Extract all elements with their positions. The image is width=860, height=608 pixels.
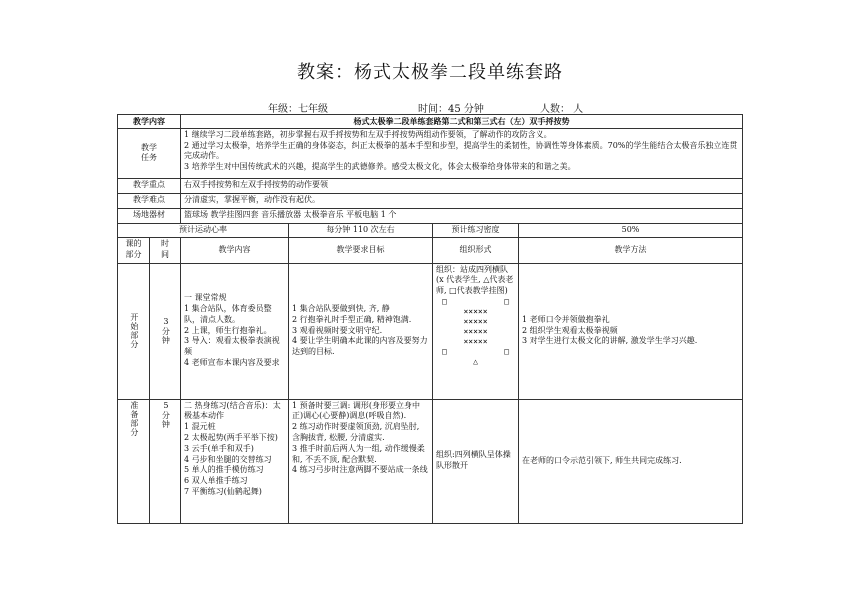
goal-line: 2 行抱拳礼时手型正确, 精神饱满. [292,314,412,324]
section-org-start [433,263,519,399]
section-goal-start [289,263,433,399]
venue-value: 篮球场 教学挂图四套 音乐播放器 太极拳音乐 平板电脑 1 个 [181,208,743,223]
page-title: 教案：杨式太极拳二段单练套路 [297,62,563,83]
content-line: 二 热身练习(结合音乐)：太极基本动作 [184,400,281,421]
table-row [118,223,743,237]
chart-square-icon: □ [442,296,447,306]
content-line: 5 单人的推手模仿练习 [184,465,264,475]
section-method-start [519,263,743,399]
content-line: 4 老师宣布本课内容及要求 [184,358,280,368]
content-line: 2 上课，师生行抱拳礼。 [184,325,272,335]
section-part-prep: 准备部分 [129,400,139,437]
section-content-start [181,263,289,399]
goal-line: 3 推手时前后两人为一组, 动作缓慢柔和, 不丢不顶, 配合默契. [292,443,425,464]
header-method: 教学方法 [519,237,743,263]
lesson-plan-table [117,114,743,524]
heart-rate-value: 每分钟 110 次左右 [289,223,433,237]
header-part: 课的 部分 [118,237,150,263]
grade-label: 年级：七年级 [268,104,328,115]
header-goal: 教学要求目标 [289,237,433,263]
table-row [118,128,743,178]
method-line: 2 组织学生观看太极拳视频 [522,325,618,335]
key-value: 右双手捋按势和左双手捋按势的动作要领 [181,178,743,193]
density-label: 预计练习密度 [433,223,519,237]
section-goal-prep [289,399,433,523]
goal-line: 2 练习动作时要虚领顶劲, 沉肩坠肘, 含胸拔背, 松腰, 分清虚实. [292,422,420,442]
formation-diagram [436,297,515,367]
table-row [118,178,743,193]
section-time-prep: 5分钟 [161,400,171,429]
goal-line: 1 预备时要三调: 调形(身形要立身中正)调心(心要静)调息(呼吸自然). [292,400,420,421]
content-value: 杨式太极拳二段单练套路第二式和第三式右（左）双手捋按势 [181,115,743,129]
goal-line: 3 观看视频时要文明守纪. [292,325,383,335]
task-line: 3 培养学生对中国传统武术的兴趣，提高学生的武德修养。感受太极文化，体会太极拳给身体带来的和谐之美。 [184,162,576,172]
content-line: 4 弓步和坐腿的交替练习 [184,454,272,464]
time-label: 时间：45 分钟 [418,104,484,115]
header-time: 时 间 [150,237,181,263]
content-line: 6 双人单推手练习 [184,476,248,486]
method-line: 3 对学生进行太极文化的讲解, 激发学生学习兴趣. [522,336,698,346]
task-label: 教学 任务 [118,128,181,178]
content-line: 2 太极起势(两手平举下按) 3 云手(单手和双手) [184,432,278,453]
header-org: 组织形式 [433,237,519,263]
chart-square-icon: □ [442,346,447,356]
people-label: 人数： 人 [540,104,584,115]
section-content-prep [181,399,289,523]
student-row: ××××× [463,326,488,336]
chart-square-icon: □ [504,296,509,306]
content-line: 7 平衡练习(仙鹤起舞) [184,486,262,496]
task-value [181,128,743,178]
content-line: 1 混元桩 [184,422,216,432]
method-line: 1 老师口令并领做抱拳礼 [522,314,610,324]
section-org-prep: 组织:四列横队呈体操队形散开 [433,399,519,523]
table-row [118,115,743,129]
student-row: ××××× [463,316,488,326]
content-line: 一 课堂常规 [184,293,227,303]
student-row: ××××× [463,306,488,316]
table-row [118,263,743,399]
section-time-start: 3分钟 [161,317,171,346]
section-part-start: 开始部分 [129,313,139,350]
section-method-prep: 在老师的口令示范引领下, 师生共同完成练习. [519,399,743,523]
density-value: 50% [519,223,743,237]
table-row [118,399,743,523]
org-intro: 组织：站成四列横队(x 代表学生, △代表老师, □代表教学挂图) [436,264,514,296]
header-content: 教学内容 [181,237,289,263]
chart-square-icon: □ [504,346,509,356]
heart-rate-label: 预计运动心率 [118,223,289,237]
content-line: 1 集合站队，体育委员整队，清点人数。 [184,304,272,324]
task-line: 1 继续学习二段单练套路，初步掌握右双手捋按势和左双手捋按势两组动作要领，了解动作的攻防含义。 [184,129,552,139]
table-row [118,208,743,223]
student-row: ××××× [463,336,488,346]
difficulty-value: 分清虚实，掌握平衡，动作没有起伏。 [181,193,743,208]
goal-line: 4 要让学生明确本此课的内容及要努力达到的目标. [292,336,428,357]
goal-line: 1 集合站队要做到快, 齐, 静 [292,304,390,314]
goal-line: 4 练习弓步时注意两脚不要站成一条线 [292,465,428,475]
table-header-row [118,237,743,263]
content-line: 3 导入：观看太极拳表演视频 [184,336,280,357]
task-line: 2 通过学习太极拳，培养学生正确的身体姿态，纠正太极拳的基本手型和步型，提高学生的柔韧性，协调性等身体素质。70%的学生能结合太极音乐独立连贯完成动作。 [184,140,738,161]
table-row [118,193,743,208]
difficulty-label: 教学难点 [118,193,181,208]
key-label: 教学重点 [118,178,181,193]
content-label: 教学内容 [118,115,181,129]
venue-label: 场地器材 [118,208,181,223]
teacher-triangle-icon: △ [473,356,478,366]
